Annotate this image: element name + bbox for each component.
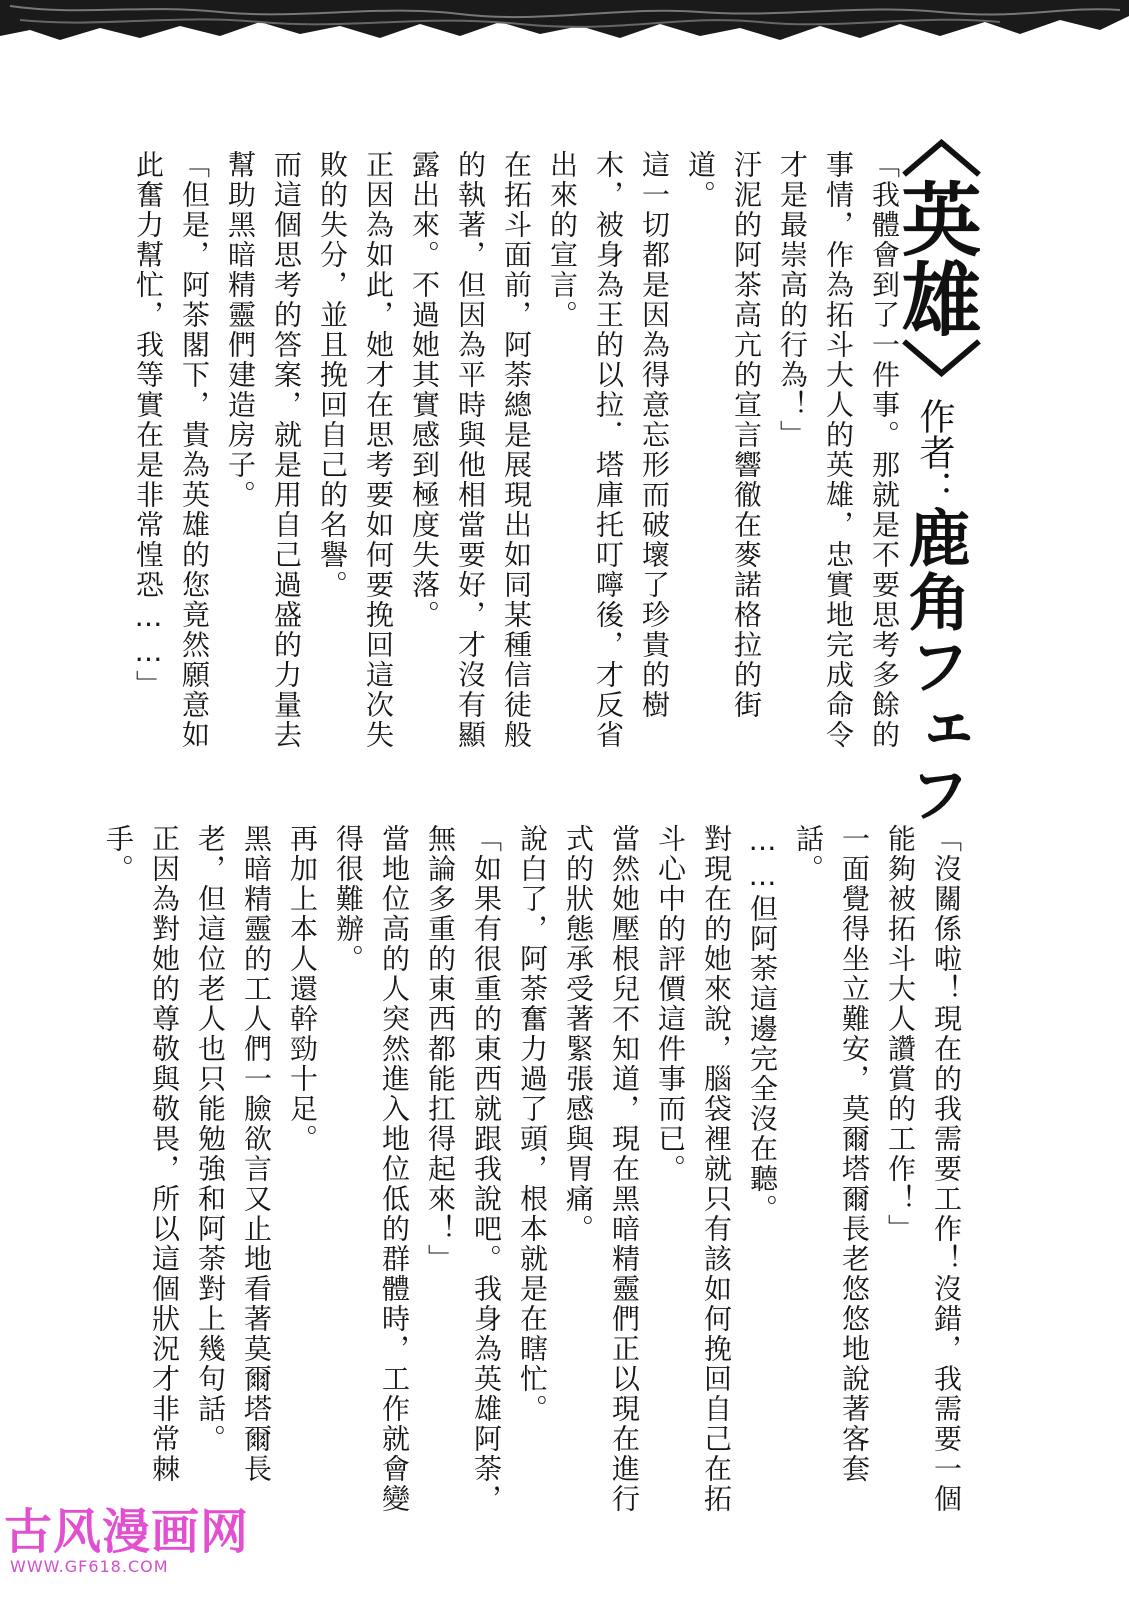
paragraph: 「沒關係啦！現在的我需要工作！沒錯，我需要一個能夠被拓斗大人讚賞的工作！」 — [884, 824, 963, 1514]
author-label: 作者： — [914, 398, 955, 506]
paragraph: 「我體會到了一件事。那就是不要思考多餘的事情，作為拓斗大人的英雄，忠實地完成命令才是最崇高的行為！」 — [776, 150, 901, 750]
paragraph: 正因為如此，她才在思考要如何要挽回這次失敗的失分，並且挽回自己的名譽。 — [316, 150, 395, 750]
upper-text-block — [132, 150, 907, 770]
paragraph: 當地位高的人突然進入地位低的群體時，工作就會變得很難辦。 — [332, 824, 411, 1514]
paragraph: 說白了，阿荼奮力過了頭，根本就是在瞎忙。 — [516, 824, 549, 1424]
paragraph: 當然她壓根兒不知道，現在黑暗精靈們正以現在進行式的狀態承受著緊張感與胃痛。 — [562, 824, 641, 1514]
paragraph: 這一切都是因為得意忘形而破壞了珍貴的樹木，被身為王的以拉．塔庫托叮嚀後，才反省出來的宣言。 — [546, 150, 671, 750]
paragraph: 再加上本人還幹勁十足。 — [286, 824, 319, 1154]
paragraph: 正因為對她的尊敬與敬畏，所以這個狀況才非常棘手。 — [102, 824, 181, 1484]
lower-text-block — [69, 824, 969, 1524]
paragraph: 「如果有很重的東西就跟我說吧。我身為英雄阿荼，無論多重的東西都能扛得起來！」 — [424, 824, 503, 1514]
paragraph: 黑暗精靈的工人們一臉欲言又止地看著莫爾塔爾長老，但這位老人也只能勉強和阿荼對上幾句話。 — [194, 824, 273, 1484]
watermark-url: WWW.GF618.COM — [10, 1557, 169, 1576]
torn-paper-border — [0, 0, 1129, 60]
author-credit — [898, 398, 971, 826]
paragraph: 「但是，阿茶閣下，貴為英雄的您竟然願意如此奮力幫忙，我等實在是非常惶恐……」 — [132, 150, 211, 750]
paragraph: 而這個思考的答案，就是用自己過盛的力量去幫助黑暗精靈們建造房子。 — [224, 150, 303, 750]
paragraph: ……但阿荼這邊完全沒在聽。 — [746, 824, 779, 1224]
paragraph: 汙泥的阿茶高亢的宣言響徹在麥諾格拉的街道。 — [684, 150, 763, 720]
paragraph: 對現在的她來說，腦袋裡就只有該如何挽回自己在拓斗心中的評價這件事而已。 — [654, 824, 733, 1514]
paragraph: 一面覺得坐立難安，莫爾塔爾長老悠悠地說著客套話。 — [792, 824, 871, 1484]
chapter-title: 〈英雄〉 — [888, 98, 981, 418]
paragraph: 在拓斗面前，阿荼總是展現出如同某種信徒般的執著，但因為平時與他相當要好，才沒有顯露出來。不過她其實感到極度失落。 — [408, 150, 533, 750]
author-name: 鹿角フェフ — [898, 506, 971, 826]
watermark-site-name: 古风漫画网 — [4, 1504, 250, 1560]
